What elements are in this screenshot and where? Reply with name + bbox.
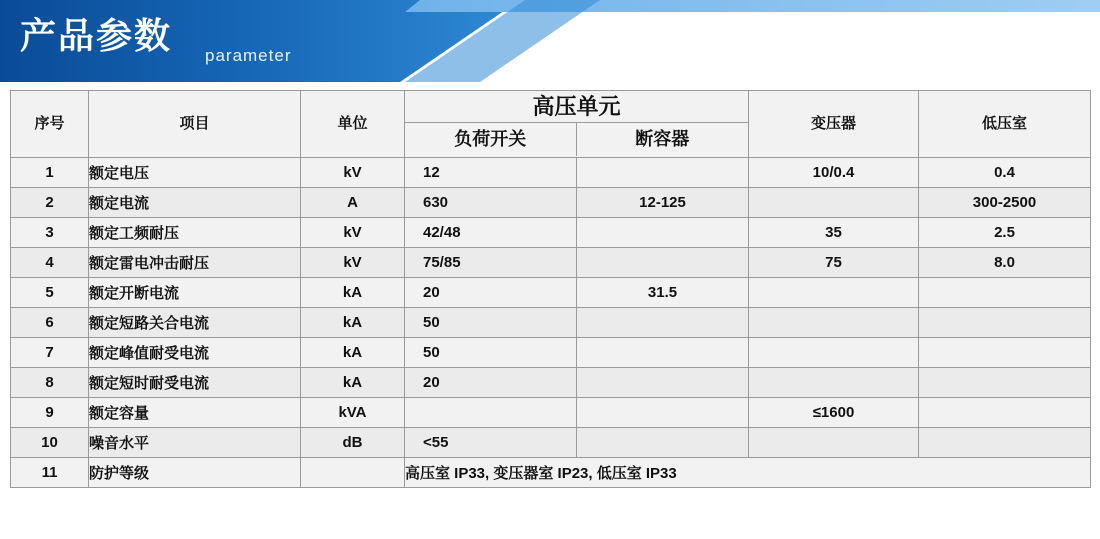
- row-item-name: 额定开断电流: [89, 278, 301, 308]
- row-no: 6: [11, 308, 89, 338]
- row-no: 2: [11, 188, 89, 218]
- row-unit: kA: [301, 338, 405, 368]
- column-header-item: 项目: [89, 91, 301, 158]
- row-value-transformer: ≤1600: [749, 398, 919, 428]
- row-unit: A: [301, 188, 405, 218]
- row-value-hv2: [577, 218, 749, 248]
- row-item-name: 额定短路关合电流: [89, 308, 301, 338]
- row-no: 8: [11, 368, 89, 398]
- spec-table-container: [10, 90, 1090, 488]
- row-value-hv2: [577, 338, 749, 368]
- column-header-no: 序号: [11, 91, 89, 158]
- row-item-name: 额定雷电冲击耐压: [89, 248, 301, 278]
- table-header-row: [11, 91, 1091, 158]
- row-value-hv1: 630: [405, 188, 577, 218]
- row-value-transformer: [749, 368, 919, 398]
- page-title: 产品参数: [20, 15, 173, 56]
- row-item-name: 额定电压: [89, 158, 301, 188]
- row-value-transformer: [749, 188, 919, 218]
- row-no: 4: [11, 248, 89, 278]
- row-value-lv: 2.5: [919, 218, 1091, 248]
- row-value-transformer: [749, 338, 919, 368]
- row-item-name: 噪音水平: [89, 428, 301, 458]
- row-value-lv: 300-2500: [919, 188, 1091, 218]
- row-value-transformer: 75: [749, 248, 919, 278]
- row-no: 10: [11, 428, 89, 458]
- table-row: [11, 368, 1091, 398]
- row-value-merged: 高压室 IP33, 变压器室 IP23, 低压室 IP33: [405, 458, 1091, 488]
- row-no: 11: [11, 458, 89, 488]
- row-item-name: 额定电流: [89, 188, 301, 218]
- row-unit: kV: [301, 218, 405, 248]
- row-value-lv: [919, 308, 1091, 338]
- table-row: [11, 218, 1091, 248]
- row-no: 5: [11, 278, 89, 308]
- row-value-lv: [919, 338, 1091, 368]
- row-value-hv2: [577, 248, 749, 278]
- row-value-hv2: [577, 428, 749, 458]
- row-item-name: 额定工频耐压: [89, 218, 301, 248]
- table-row: [11, 158, 1091, 188]
- row-value-hv2: 31.5: [577, 278, 749, 308]
- column-header-hv-group-label: 高压单元: [405, 91, 748, 123]
- row-unit: dB: [301, 428, 405, 458]
- table-row: [11, 278, 1091, 308]
- row-value-transformer: 10/0.4: [749, 158, 919, 188]
- row-no: 7: [11, 338, 89, 368]
- row-unit: kV: [301, 158, 405, 188]
- row-no: 9: [11, 398, 89, 428]
- row-value-hv1: 75/85: [405, 248, 577, 278]
- row-value-hv1: 42/48: [405, 218, 577, 248]
- row-value-hv1: <55: [405, 428, 577, 458]
- row-unit: kVA: [301, 398, 405, 428]
- column-header-transformer: 变压器: [749, 91, 919, 158]
- column-header-lv-room: 低压室: [919, 91, 1091, 158]
- spec-table-body: [11, 158, 1091, 488]
- row-unit: kA: [301, 278, 405, 308]
- table-row: [11, 338, 1091, 368]
- column-header-hv-sub2: 断容器: [635, 129, 690, 149]
- row-value-lv: [919, 428, 1091, 458]
- spec-table: [10, 90, 1091, 488]
- table-row: [11, 188, 1091, 218]
- row-unit: kV: [301, 248, 405, 278]
- row-value-hv1: [405, 398, 577, 428]
- row-value-lv: 8.0: [919, 248, 1091, 278]
- table-row: [11, 398, 1091, 428]
- column-header-unit: 单位: [301, 91, 405, 158]
- row-value-hv1: 20: [405, 368, 577, 398]
- row-value-hv2: [577, 368, 749, 398]
- row-value-hv2: [577, 158, 749, 188]
- table-row: [11, 458, 1091, 488]
- row-unit: [301, 458, 405, 488]
- table-row: [11, 248, 1091, 278]
- row-value-hv1: 50: [405, 338, 577, 368]
- row-value-hv1: 12: [405, 158, 577, 188]
- row-value-transformer: 35: [749, 218, 919, 248]
- row-item-name: 额定短时耐受电流: [89, 368, 301, 398]
- table-row: [11, 308, 1091, 338]
- row-value-lv: [919, 398, 1091, 428]
- row-value-transformer: [749, 428, 919, 458]
- row-value-lv: [919, 368, 1091, 398]
- page-header-banner: [0, 0, 1100, 82]
- row-value-lv: [919, 278, 1091, 308]
- row-value-transformer: [749, 278, 919, 308]
- row-unit: kA: [301, 308, 405, 338]
- column-header-hv-group: [405, 91, 749, 158]
- row-value-hv2: [577, 398, 749, 428]
- row-item-name: 防护等级: [89, 458, 301, 488]
- page-subtitle: parameter: [205, 46, 292, 65]
- row-value-hv2: 12-125: [577, 188, 749, 218]
- row-value-transformer: [749, 308, 919, 338]
- row-no: 3: [11, 218, 89, 248]
- row-item-name: 额定容量: [89, 398, 301, 428]
- row-value-hv1: 50: [405, 308, 577, 338]
- row-unit: kA: [301, 368, 405, 398]
- row-no: 1: [11, 158, 89, 188]
- row-value-lv: 0.4: [919, 158, 1091, 188]
- row-value-hv2: [577, 308, 749, 338]
- row-value-hv1: 20: [405, 278, 577, 308]
- column-header-hv-sub1: 负荷开关: [405, 123, 577, 156]
- row-item-name: 额定峰值耐受电流: [89, 338, 301, 368]
- table-row: [11, 428, 1091, 458]
